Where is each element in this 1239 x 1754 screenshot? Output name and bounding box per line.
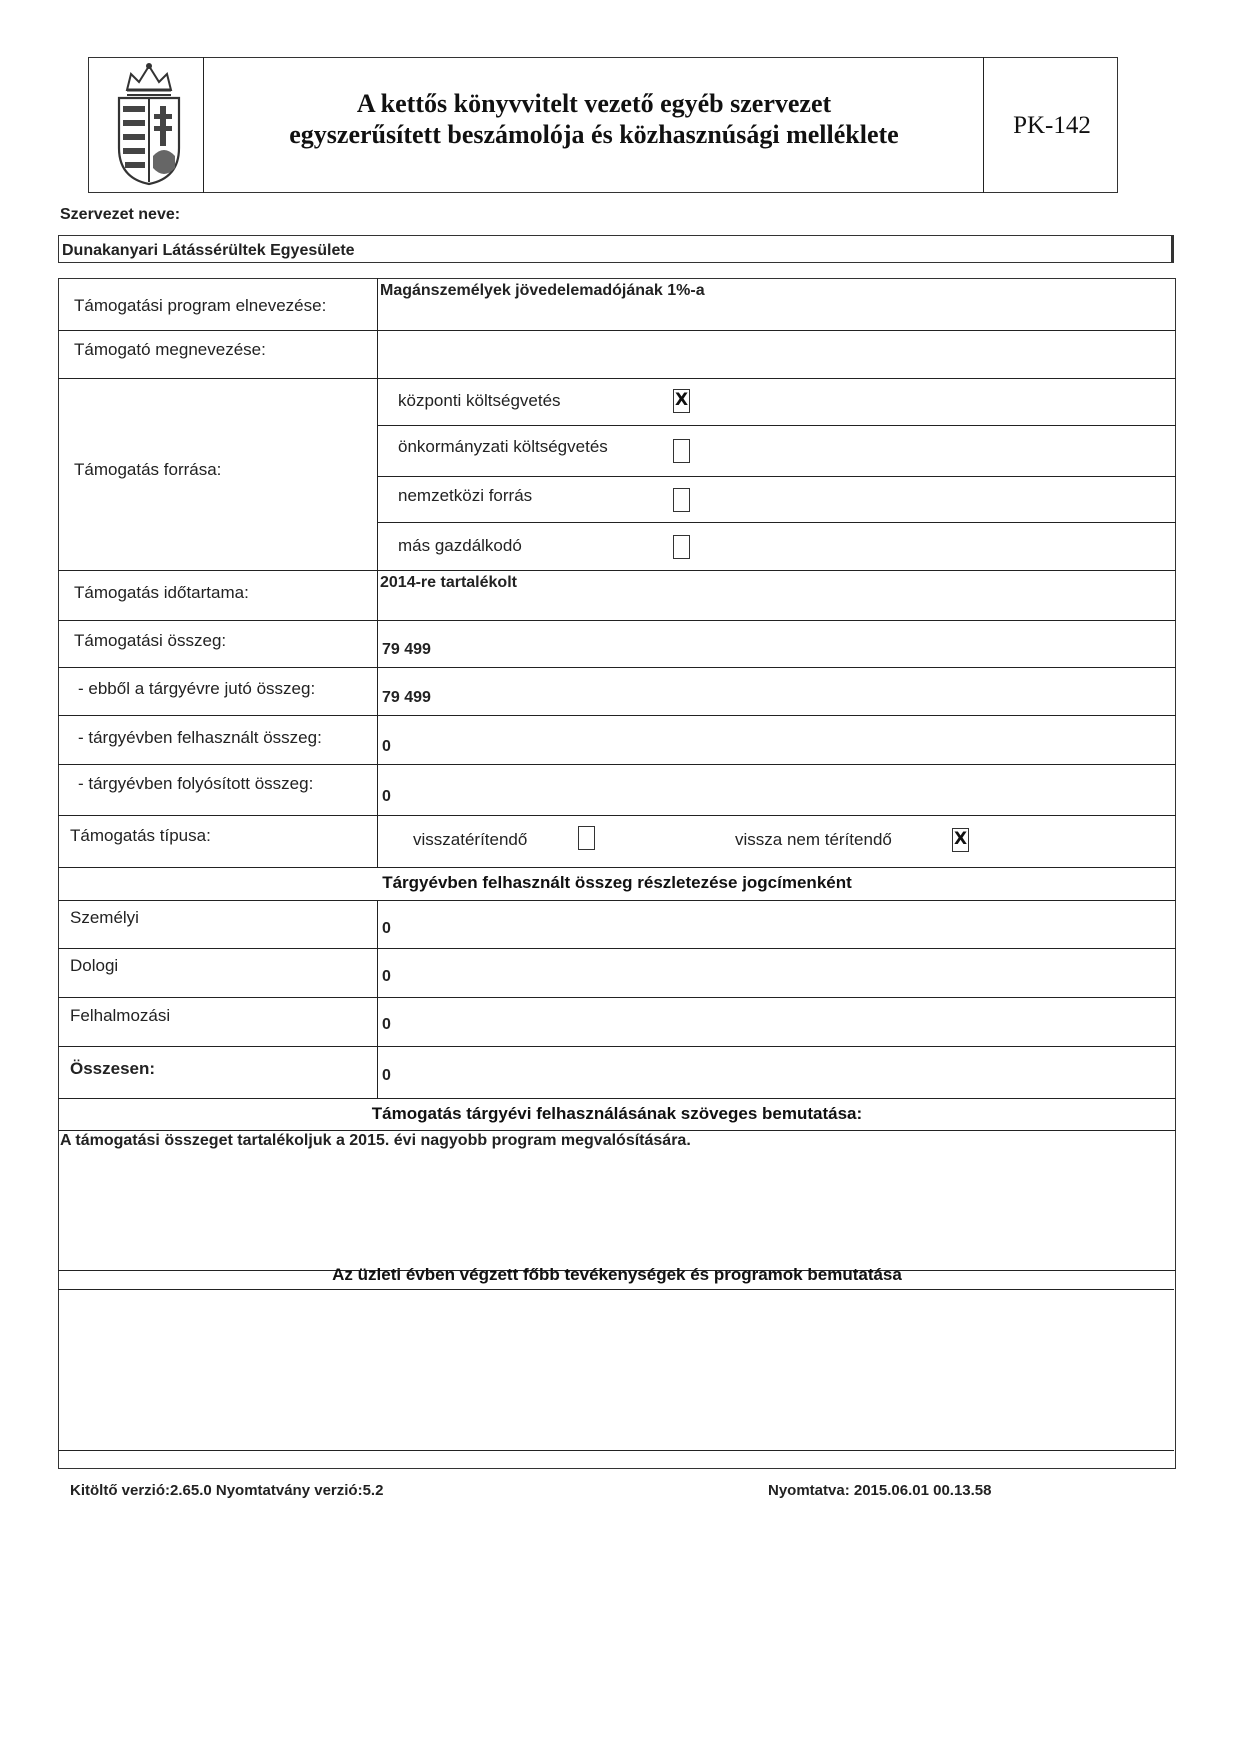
- breakdown-row-material-label: Dologi: [70, 956, 119, 975]
- supporter-label: Támogató megnevezése:: [74, 340, 266, 359]
- year-amount-value: 79 499: [382, 689, 431, 706]
- form-title: [210, 88, 978, 150]
- form-title-line2: egyszerűsített beszámolója és közhasznúsági melléklete: [289, 120, 899, 149]
- duration-label: Támogatás időtartama:: [74, 583, 249, 602]
- breakdown-row-capital-label: Felhalmozási: [70, 1006, 171, 1025]
- used-label: - tárgyévben felhasznált összeg:: [78, 728, 322, 747]
- disbursed-label: - tárgyévben folyósított összeg:: [78, 774, 314, 793]
- source-item-municipal: önkormányzati költségvetés: [398, 437, 608, 456]
- source-label: Támogatás forrása:: [74, 460, 222, 479]
- year-amount-label: - ebből a tárgyévre jutó összeg:: [78, 679, 316, 698]
- amount-value: 79 499: [382, 641, 431, 658]
- coat-of-arms-icon: [113, 60, 185, 188]
- footer-printed: Nyomtatva: 2015.06.01 00.13.58: [768, 1482, 992, 1499]
- amount-label: Támogatási összeg:: [74, 631, 227, 650]
- breakdown-row-personal-label: Személyi: [70, 908, 139, 927]
- usage-heading: Támogatás tárgyévi felhasználásának szöveges bemutatása:: [371, 1104, 863, 1123]
- footer-version: Kitöltő verzió:2.65.0 Nyomtatvány verzió:5.2: [70, 1482, 384, 1499]
- disbursed-value: 0: [382, 788, 391, 805]
- org-name-label: Szervezet neve:: [60, 206, 181, 223]
- source-other-business-checkbox[interactable]: [673, 535, 690, 559]
- breakdown-row-capital-value: 0: [382, 1016, 391, 1033]
- program-label: Támogatási program elnevezése:: [74, 296, 327, 315]
- source-item-international: nemzetközi forrás: [398, 486, 533, 505]
- source-item-other-business: más gazdálkodó: [398, 536, 522, 555]
- breakdown-total-value: 0: [382, 1067, 391, 1084]
- breakdown-row-personal-value: 0: [382, 920, 391, 937]
- type-refundable-checkbox[interactable]: [578, 826, 595, 850]
- usage-text: A támogatási összeget tartalékoljuk a 2015. évi nagyobb program megvalósítására.: [60, 1132, 691, 1149]
- source-item-central: központi költségvetés: [398, 391, 561, 410]
- type-nonrefundable-label: vissza nem térítendő: [735, 830, 892, 849]
- source-international-checkbox[interactable]: [673, 488, 690, 512]
- org-name-value: Dunakanyari Látássérültek Egyesülete: [62, 242, 355, 259]
- breakdown-row-material-value: 0: [382, 968, 391, 985]
- form-title-line1: A kettős könyvvitelt vezető egyéb szervezet: [356, 89, 832, 118]
- source-central-checkbox[interactable]: X: [673, 389, 690, 413]
- source-municipal-checkbox[interactable]: [673, 439, 690, 463]
- used-value: 0: [382, 738, 391, 755]
- activities-heading: Az üzleti évben végzett főbb tevékenységek és programok bemutatása: [332, 1265, 902, 1284]
- breakdown-total-label: Összesen:: [70, 1059, 156, 1078]
- type-nonrefundable-checkbox[interactable]: X: [952, 828, 969, 852]
- type-refundable-label: visszatérítendő: [413, 830, 528, 849]
- form-code: PK-142: [1013, 112, 1091, 139]
- type-label: Támogatás típusa:: [70, 826, 211, 845]
- breakdown-heading: Tárgyévben felhasznált összeg részletezése jogcímenként: [382, 873, 852, 892]
- program-value: Magánszemélyek jövedelemadójának 1%-a: [380, 282, 705, 299]
- duration-value: 2014-re tartalékolt: [380, 574, 517, 591]
